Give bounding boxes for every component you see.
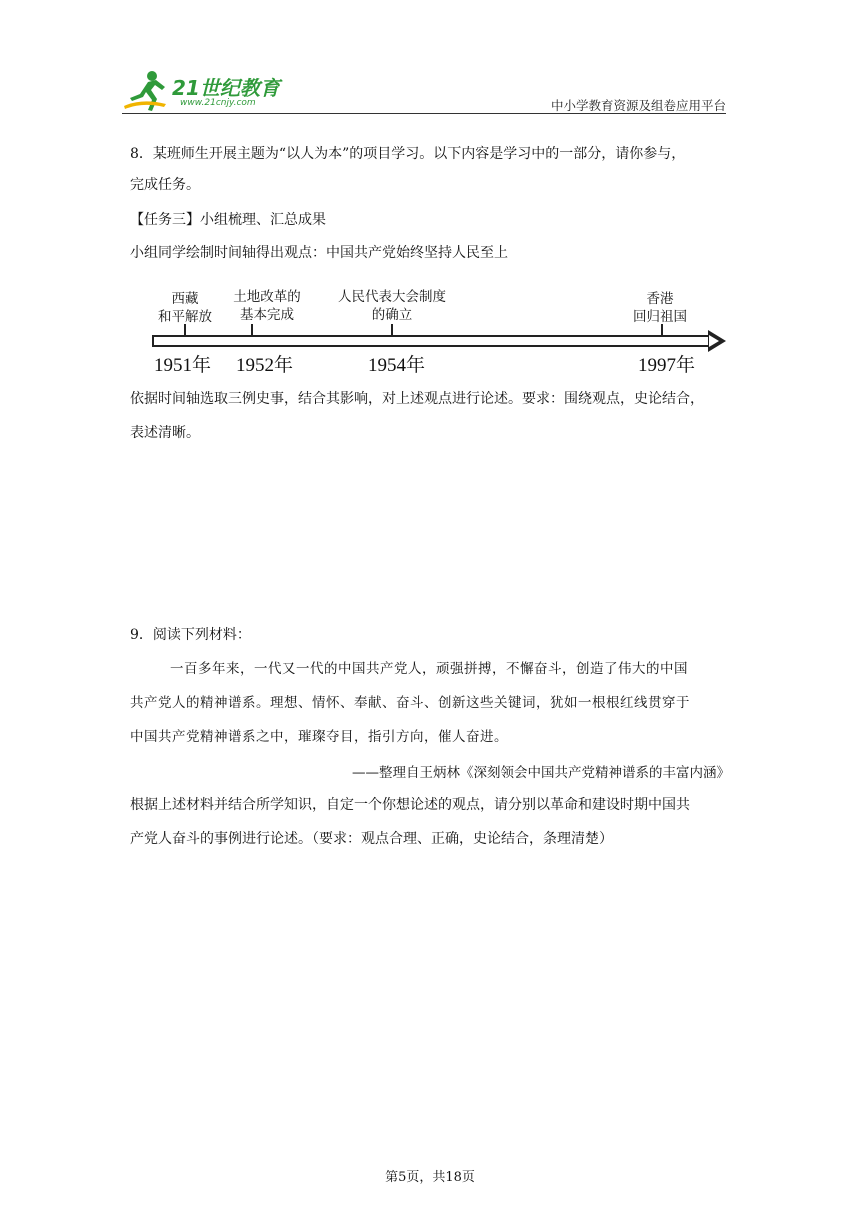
material-source: ——整理自王炳林《深刻领会中国共产党精神谱系的丰富内涵》 (352, 765, 730, 781)
material-line3: 中国共产党精神谱系之中，璀璨夺目，指引方向，催人奋进。 (130, 729, 508, 745)
timeline-event-line1: 香港 (646, 291, 674, 307)
platform-name: 中小学教育资源及组卷应用平台 (550, 98, 726, 113)
question-8-requirement-line2: 表述清晰。 (130, 425, 200, 441)
timeline-event-label (158, 290, 212, 326)
timeline-event-line2: 的确立 (371, 307, 413, 323)
timeline-event-line1: 西藏 (171, 291, 199, 307)
timeline-axis (152, 335, 712, 347)
timeline-event-line1: 土地改革的 (233, 289, 301, 305)
timeline-event-line2: 和平解放 (158, 309, 212, 325)
runner-logo-icon (122, 68, 174, 112)
timeline-event-label (338, 288, 446, 324)
timeline (146, 284, 732, 374)
question-8-line2: 完成任务。 (130, 177, 200, 193)
question-9-title: 9．阅读下列材料： (130, 627, 251, 643)
question-9-requirement-line1: 根据上述材料并结合所学知识，自定一个你想论述的观点，请分别以革命和建设时期中国共 (130, 797, 690, 813)
logo-text: 21世纪教育 (172, 76, 280, 100)
timeline-year: 1951年 (154, 355, 212, 376)
timeline-event-line2: 回归祖国 (633, 309, 687, 325)
question-8-line1: 8．某班师生开展主题为“以人为本”的项目学习。以下内容是学习中的一部分，请你参与， (130, 146, 686, 162)
timeline-event-line2: 基本完成 (240, 307, 294, 323)
timeline-tick (391, 324, 393, 336)
timeline-tick (251, 324, 253, 336)
material-line2: 共产党人的精神谱系。理想、情怀、奉献、奋斗、创新这些关键词，犹如一根根红线贯穿于 (130, 695, 690, 711)
logo-url: www.21cnjy.com (180, 98, 256, 108)
page-number: 第5页，共18页 (385, 1170, 475, 1185)
timeline-event-line1: 人民代表大会制度 (338, 289, 446, 305)
task-heading: 【任务三】小组梳理、汇总成果 (130, 212, 326, 228)
timeline-year: 1997年 (638, 355, 696, 376)
logo (122, 68, 292, 112)
timeline-year: 1952年 (236, 355, 294, 376)
timeline-year: 1954年 (368, 355, 426, 376)
timeline-event-label (633, 290, 687, 326)
material-line1: 一百多年来，一代又一代的中国共产党人，顽强拼搏，不懈奋斗，创造了伟大的中国 (170, 661, 688, 677)
timeline-arrowhead-inner (709, 335, 719, 347)
page-header (122, 66, 726, 116)
timeline-event-label (233, 288, 301, 324)
question-8-requirement-line1: 依据时间轴选取三例史事，结合其影响，对上述观点进行论述。要求：围绕观点，史论结合， (130, 391, 704, 407)
header-divider (122, 113, 726, 114)
question-9-requirement-line2: 产党人奋斗的事例进行论述。（要求：观点合理、正确，史论结合，条理清楚） (130, 831, 613, 847)
viewpoint-text: 小组同学绘制时间轴得出观点：中国共产党始终坚持人民至上 (130, 245, 508, 261)
